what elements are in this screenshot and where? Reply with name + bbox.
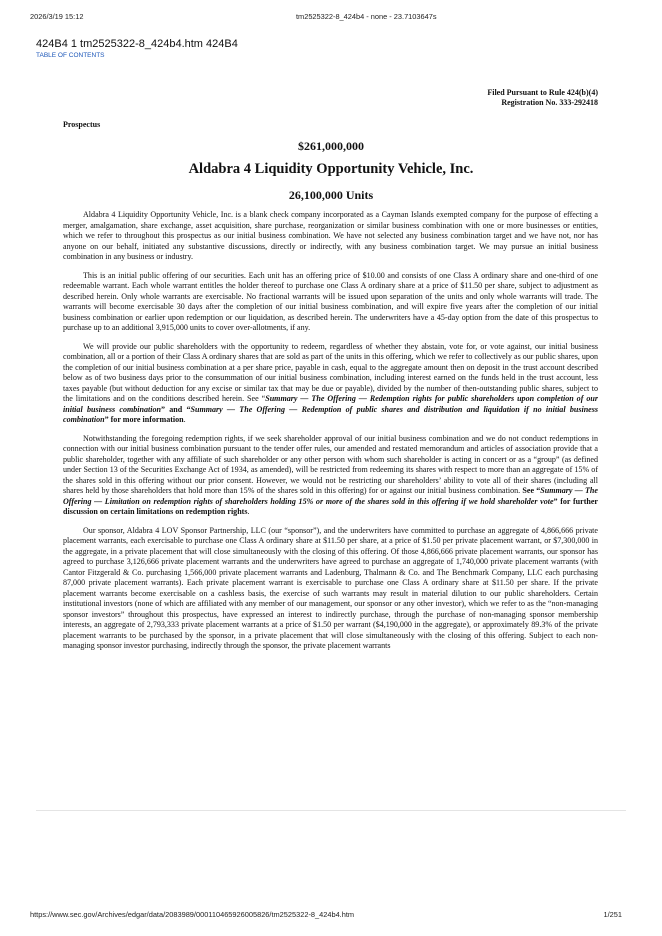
print-datetime: 2026/3/19 15:12 bbox=[30, 12, 84, 21]
print-page-title: tm2525322-8_424b4 - none - 23.7103647s bbox=[296, 12, 437, 21]
text-run: ” for more information bbox=[104, 415, 184, 424]
print-url: https://www.sec.gov/Archives/edgar/data/2083989/000110465926005826/tm2525322-8_424b4.htm bbox=[30, 910, 355, 919]
paragraph-offering-terms: This is an initial public offering of our securities. Each unit has an offering price of $10.00 and consists of one Class A ordinary share and one-third of one redeemable warrant. Each whole warrant entitles the holder thereof to purchase one Class A ordinary share at a price of $11.50 per share, subject to adjustment as described herein. Only whole warrants are exercisable. No fractional warrants will be issued upon separation of the units and only whole warrants will trade. The warrants will become exercisable 30 days after the completion of our initial business combination, and will expire five years after the completion of our initial business combination or earlier upon redemption or our liquidation, as described herein. The underwriters have a 45-day option from the date of this prospectus to purchase up to an additional 3,915,000 units to cover over-allotments, if any. bbox=[63, 270, 598, 332]
paragraph-company-overview: Aldabra 4 Liquidity Opportunity Vehicle, Inc. is a blank check company incorporated as a Cayman Islands exempted company for the purpose of effecting a merger, amalgamation, share exchange, asset acquisition, share purchase, reorganization or similar business combination with one or more businesses or entities, which we refer to throughout this prospectus as our initial business combination. We have not selected any business combination target and we have not, nor has anyone on our behalf, initiated any substantive discussions, directly or indirectly, with any business combination target. We may pursue an initial business combination in any business or industry. bbox=[63, 210, 598, 261]
cross-reference: Summary — The Offering — Redemption rights for public shareholders upon completion of our initial business combination bbox=[63, 394, 598, 414]
text-run: . bbox=[247, 507, 250, 516]
table-of-contents-link[interactable]: TABLE OF CONTENTS bbox=[36, 52, 105, 59]
text-run: ” for further discussion on certain limitations on redemption rights bbox=[63, 496, 599, 516]
text-run: We will provide our public shareholders with the opportunity to redeem, regardless of whether they abstain, vote for, or vote against, our initial business combination, all or a portion of their Class A ordinary shares that are sold as part of the units in this offering, which we refer to collectively as our public shares, upon the completion of our initial business combination at a per share price, payable in cash, equal to the aggregate amount then on deposit in the trust account described below as of two business days prior to the consummation of our initial business combination, including interest earned on the funds held in the trust account, less taxes payable (but without deduction for any excise or similar tax that may be due or payable), divided by the number of then-outstanding public shares, subject to the limitations and on the conditions described herein. See “ bbox=[63, 341, 598, 403]
paragraph-private-placement: Our sponsor, Aldabra 4 LOV Sponsor Partnership, LLC (our “sponsor”), and the underwriters have committed to purchase an aggregate of 4,866,666 private placement warrants, each exercisable to purchase one Class A ordinary share at $11.50 per share, at a price of $1.50 per private placement warrant, or $7,300,000 in the aggregate, in a private placement that will close simultaneously with the closing of this offering. Of those 4,866,666 private placement warrants, our sponsor has agreed to purchase 3,126,666 private placement warrants and the underwriters have agreed to purchase an aggregate of 1,740,000 private placement warrants (with Cantor Fitzgerald & Co. purchasing 1,566,000 private placement warrants and Ladenburg, Thalmann & Co. and The Benchmark Company, LLC each purchasing 87,000 private placement warrants). Each private placement warrant is exercisable to purchase one Class A ordinary share at $11.50 per share. If the private placement warrants become exercisable on a cashless basis, the exercise of such warrants may result in material dilution to our public shareholders. Certain institutional investors (none of which are affiliated with any member of our management, our sponsor or any other investor), which we refer to as the “non-managing sponsor investors” throughout this prospectus, have expressed an interest to indirectly purchase, through the purchase of non-managing sponsor membership interests, an aggregate of 2,793,333 private placement warrants at a price of $1.50 per warrant ($4,190,000 in the aggregate), or approximately 89.3% of the private placement warrants to be purchased by the sponsor, in a private placement that will close simultaneously with the closing of this offering. Subject to each non-managing sponsor investor purchasing, indirectly through the sponsor, the private placement warrants bbox=[63, 525, 598, 650]
paragraph-redemption-rights bbox=[63, 342, 598, 426]
print-page-count: 1/251 bbox=[603, 910, 622, 919]
text-run: . bbox=[183, 415, 186, 424]
text-run: Notwithstanding the foregoing redemption rights, if we seek shareholder approval of our initial business combination and we do not conduct redemptions in connection with our initial business combination pursuant to the tender offer rules, our amended and restated memorandum and articles of association provide that a public shareholder, together with any affiliate of such shareholder or any other person with whom such shareholder is acting in concert or as a “group” (as defined under Section 13 of the Securities Exchange Act of 1934, as amended), will be restricted from redeeming its shares with respect to more than an aggregate of 15% of the shares sold in this offering without our prior consent. However, we would not be restricting our shareholders’ ability to vote all of their shares (including all shares held by those shareholders that hold more than 15% of the shares sold in this offering) for or against our initial business combination. bbox=[63, 433, 598, 495]
units-offered: 26,100,000 Units bbox=[288, 188, 374, 202]
text-run: ” and “ bbox=[160, 404, 191, 414]
registration-number: Registration No. 333-292418 bbox=[501, 98, 598, 107]
filing-rule: Filed Pursuant to Rule 424(b)(4) bbox=[487, 88, 598, 97]
cross-reference: Summary — The Offering — Limitation on redemption rights of shareholders holding 15% or more of the shares sold in this offering if we hold shareholder vote bbox=[63, 486, 598, 506]
prospectus-body bbox=[63, 210, 598, 660]
document-id: 424B4 1 tm2525322-8_424b4.htm 424B4 bbox=[36, 38, 238, 50]
text-run: See “ bbox=[522, 486, 541, 495]
filing-info bbox=[487, 88, 598, 108]
cross-reference: Summary — The Offering — Redemption of public shares and distribution and liquidation if no initial business combination bbox=[63, 404, 598, 424]
page-divider bbox=[36, 810, 626, 811]
paragraph-redemption-limits bbox=[63, 434, 598, 518]
prospectus-label: Prospectus bbox=[63, 120, 101, 129]
offer-amount: $261,000,000 bbox=[298, 139, 364, 153]
company-name: Aldabra 4 Liquidity Opportunity Vehicle, Inc. bbox=[188, 161, 474, 177]
